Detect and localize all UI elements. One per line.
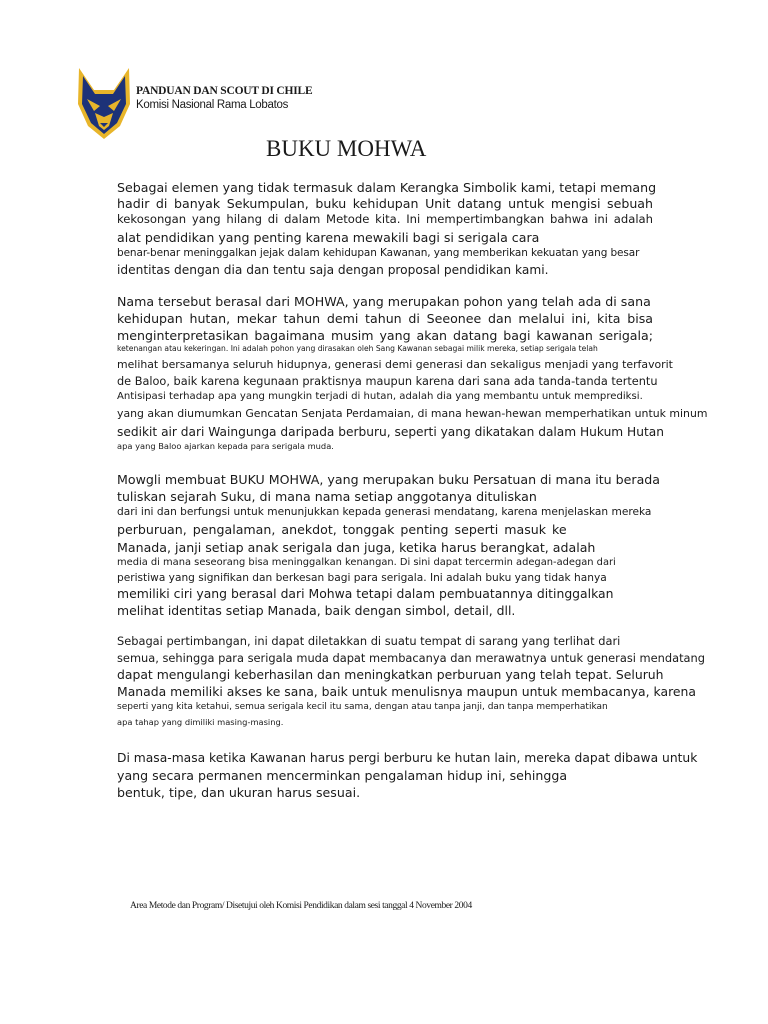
body-line: Di masa-masa ketika Kawanan harus pergi berburu ke hutan lain, mereka dapat dibawa untuk bbox=[117, 751, 698, 765]
org-header bbox=[136, 85, 312, 112]
body-line: benar-benar meninggalkan jejak dalam kehidupan Kawanan, yang memberikan kekuatan yang besar bbox=[117, 247, 640, 259]
body-line: melihat bersamanya seluruh hidupnya, generasi demi generasi dan sekaligus menjadi yang terfavorit bbox=[117, 358, 673, 371]
body-line: Sebagai elemen yang tidak termasuk dalam Kerangka Simbolik kami, tetapi memang bbox=[117, 180, 657, 195]
body-line: Mowgli membuat BUKU MOHWA, yang merupakan buku Persatuan di mana itu berada bbox=[117, 472, 661, 487]
body-line: menginterpretasikan bagaimana musim yang akan datang bagi kawanan serigala; bbox=[117, 328, 653, 343]
body-line: kehidupan hutan, mekar tahun demi tahun di Seeonee dan melalui ini, kita bisa bbox=[117, 311, 653, 326]
body-line: memiliki ciri yang berasal dari Mohwa tetapi dalam pembuatannya ditinggalkan bbox=[117, 586, 614, 601]
body-line: Nama tersebut berasal dari MOHWA, yang merupakan pohon yang telah ada di sana bbox=[117, 294, 651, 309]
body-line: yang secara permanen mencerminkan pengalaman hidup ini, sehingga bbox=[117, 768, 568, 783]
wolf-head-logo-icon bbox=[74, 66, 134, 140]
body-line: apa yang Baloo ajarkan kepada para serigala muda. bbox=[117, 441, 334, 451]
org-subtitle: Komisi Nasional Rama Lobatos bbox=[136, 99, 289, 111]
footer-note: Area Metode dan Program/ Disetujui oleh Komisi Pendidikan dalam sesi tanggal 4 November 2004 bbox=[130, 901, 472, 911]
document-title: BUKU MOHWA bbox=[266, 136, 427, 161]
body-line: Sebagai pertimbangan, ini dapat diletakkan di suatu tempat di sarang yang terlihat dari bbox=[117, 634, 621, 648]
body-line: bentuk, tipe, dan ukuran harus sesuai. bbox=[117, 785, 361, 800]
body-line: identitas dengan dia dan tentu saja dengan proposal pendidikan kami. bbox=[117, 263, 549, 277]
body-line: alat pendidikan yang penting karena mewakili bagi si serigala cara bbox=[117, 230, 540, 245]
body-line: dapat mengulangi keberhasilan dan meningkatkan perburuan yang telah tepat. Seluruh bbox=[117, 667, 664, 682]
body-line: semua, sehingga para serigala muda dapat membacanya dan merawatnya untuk generasi mendatang bbox=[117, 651, 705, 665]
body-line: de Baloo, baik karena kegunaan praktisnya maupun karena dari sana ada tanda-tanda tertentu bbox=[117, 375, 658, 388]
body-line: Manada, janji setiap anak serigala dan juga, ketika harus berangkat, adalah bbox=[117, 540, 596, 555]
body-line: Antisipasi terhadap apa yang mungkin terjadi di hutan, adalah dia yang membantu untuk memprediksi. bbox=[117, 391, 643, 402]
body-line: kekosongan yang hilang di dalam Metode kita. Ini mempertimbangkan bahwa ini adalah bbox=[117, 212, 653, 226]
body-line: seperti yang kita ketahui, semua serigala kecil itu sama, dengan atau tanpa janji, dan tanpa memperhatikan bbox=[117, 702, 608, 712]
body-line: apa tahap yang dimiliki masing-masing. bbox=[117, 717, 284, 727]
body-line: yang akan diumumkan Gencatan Senjata Perdamaian, di mana hewan-hewan memperhatikan untuk minum bbox=[117, 407, 708, 420]
body-line: hadir di banyak Sekumpulan, buku kehidupan Unit datang untuk mengisi sebuah bbox=[117, 196, 653, 211]
body-line: peristiwa yang signifikan dan berkesan bagi para serigala. Ini adalah buku yang tidak hanya bbox=[117, 572, 607, 584]
body-line: ketenangan atau kekeringan. Ini adalah pohon yang dirasakan oleh Sang Kawanan sebagai milik mereka, setiap serigala telah bbox=[117, 344, 598, 353]
body-line: perburuan, pengalaman, anekdot, tonggak penting seperti masuk ke bbox=[117, 522, 567, 537]
body-line: melihat identitas setiap Manada, baik dengan simbol, detail, dll. bbox=[117, 603, 516, 618]
body-line: media di mana seseorang bisa meninggalkan kenangan. Di sini dapat tercermin adegan-adegan dari bbox=[117, 557, 616, 568]
org-name: PANDUAN DAN SCOUT DI CHILE bbox=[136, 85, 313, 97]
body-line: tuliskan sejarah Suku, di mana nama setiap anggotanya dituliskan bbox=[117, 489, 537, 504]
body-line: dari ini dan berfungsi untuk menunjukkan kepada generasi mendatang, karena menjelaskan mereka bbox=[117, 506, 652, 518]
body-line: Manada memiliki akses ke sana, baik untuk menulisnya maupun untuk membacanya, karena bbox=[117, 684, 696, 699]
body-line: sedikit air dari Waingunga daripada berburu, seperti yang dikatakan dalam Hukum Hutan bbox=[117, 425, 664, 439]
